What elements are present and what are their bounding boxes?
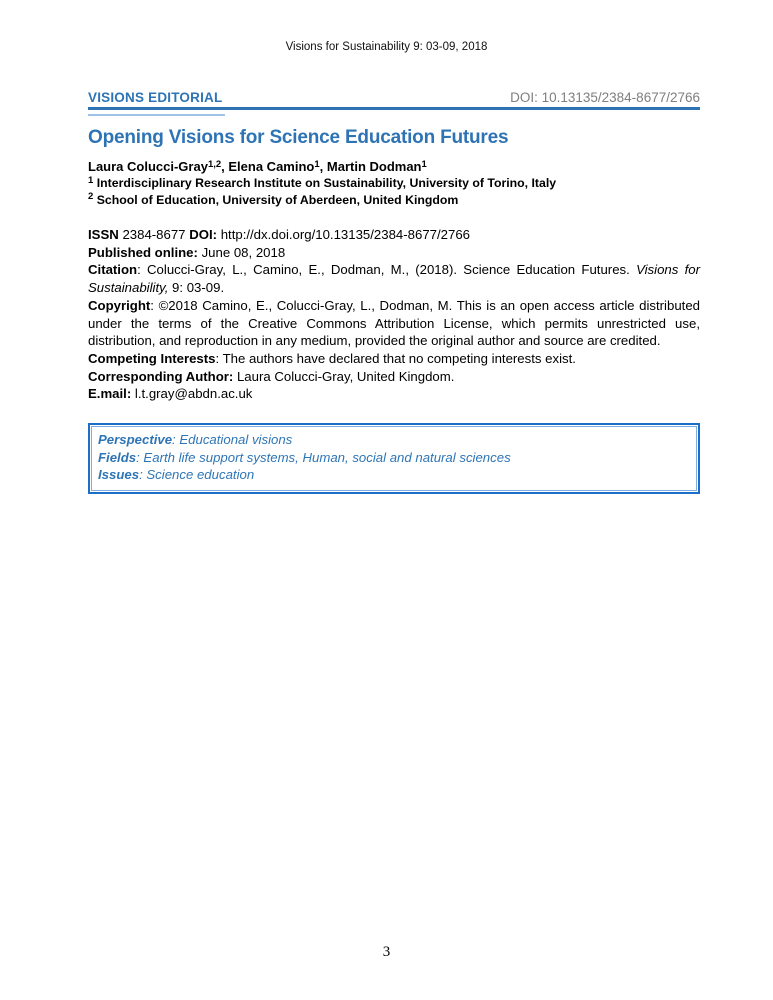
corresponding-label: Corresponding Author: xyxy=(88,368,234,384)
fields-line xyxy=(98,449,690,467)
published-date: June 08, 2018 xyxy=(197,244,286,260)
affiliation-marker: 2 xyxy=(88,191,94,202)
perspective-value: : Educational visions xyxy=(172,432,293,447)
header-rule xyxy=(88,107,700,110)
competing-text: : The authors have declared that no competing interests exist. xyxy=(215,350,576,366)
doi-header-label: DOI: 10.13135/2384-8677/2766 xyxy=(510,90,700,105)
issn-line xyxy=(88,226,700,244)
email-label: E.mail: xyxy=(88,386,132,402)
citation-line xyxy=(88,261,700,296)
author-name: Elena Camino xyxy=(228,159,315,174)
fields-value: : Earth life support systems, Human, social and natural sciences xyxy=(136,449,511,465)
affiliation-text: School of Education, University of Aberdeen, United Kingdom xyxy=(93,192,459,207)
published-label: Published online: xyxy=(88,244,198,260)
doi-label: DOI: xyxy=(189,227,218,242)
citation-label: Citation xyxy=(88,262,138,278)
author-line xyxy=(88,159,700,174)
author-affiliation-marker: 1,2 xyxy=(207,158,222,170)
page-number: 3 xyxy=(382,944,391,960)
author-separator: , xyxy=(319,159,327,174)
metadata-block xyxy=(88,226,700,403)
competing-label: Competing Interests xyxy=(88,350,216,366)
issues-line xyxy=(98,466,690,484)
doi-url: http://dx.doi.org/10.13135/2384-8677/2766 xyxy=(217,227,470,242)
issues-value: : Science education xyxy=(139,467,255,482)
issn-value: 2384-8677 xyxy=(118,227,190,242)
author-affiliation-marker: 1 xyxy=(421,158,427,170)
citation-text: : Colucci-Gray, L., Camino, E., Dodman, M., (2018). Science Education Futures. xyxy=(137,262,637,278)
issues-label: Issues xyxy=(98,467,140,482)
email-address: l.t.gray@abdn.ac.uk xyxy=(131,386,253,402)
affiliation-line xyxy=(88,176,700,193)
affiliation-text: Interdisciplinary Research Institute on Sustainability, University of Torino, Italy xyxy=(93,176,557,190)
topic-box xyxy=(88,423,700,494)
running-header: Visions for Sustainability 9: 03-09, 2018 xyxy=(285,41,488,53)
affiliations-block xyxy=(88,176,700,209)
published-line xyxy=(88,244,700,262)
masthead xyxy=(88,90,700,105)
fields-label: Fields xyxy=(98,449,137,465)
author-name: Martin Dodman xyxy=(326,159,422,174)
competing-interests-line xyxy=(88,350,700,368)
affiliation-line xyxy=(88,193,700,210)
email-line xyxy=(88,385,700,403)
corresponding-author-line xyxy=(88,368,700,386)
author-name: Laura Colucci-Gray xyxy=(88,159,208,174)
copyright-label: Copyright xyxy=(88,297,151,313)
copyright-text: : ©2018 Camino, E., Colucci-Gray, L., Dodman, M. This is an open access article distributed under the terms of the Creative Commons Attribution License, which permits unrestricted use, distribution, and reproduction in any medium, provided the original author and source are credited. xyxy=(88,297,700,349)
copyright-paragraph xyxy=(88,297,700,350)
perspective-line xyxy=(98,431,690,449)
section-label: VISIONS EDITORIAL xyxy=(88,90,223,105)
header-rule-accent xyxy=(88,114,225,116)
corresponding-name: Laura Colucci-Gray, United Kingdom. xyxy=(233,368,455,384)
article-title: Opening Visions for Science Education Futures xyxy=(88,127,509,148)
citation-pages: 9: 03-09. xyxy=(168,280,225,296)
perspective-label: Perspective xyxy=(98,432,173,447)
citation-journal: Visions for Sustainability, xyxy=(88,262,700,296)
author-separator: , xyxy=(221,159,229,174)
author-affiliation-marker: 1 xyxy=(314,158,320,170)
affiliation-marker: 1 xyxy=(88,174,94,186)
issn-label: ISSN xyxy=(88,227,119,242)
